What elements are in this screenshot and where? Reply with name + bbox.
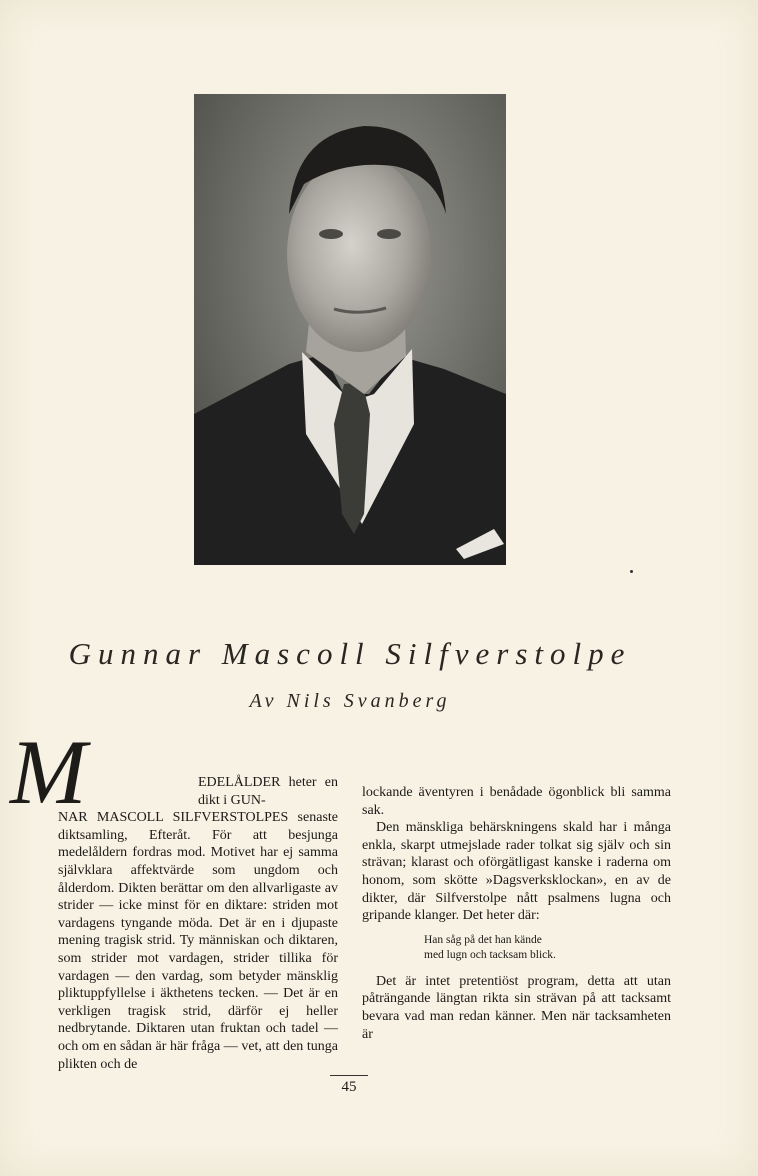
article-byline: Av Nils Svanberg bbox=[249, 690, 451, 712]
article-title: Gunnar Mascoll Silfverstolpe bbox=[68, 636, 632, 671]
portrait-image bbox=[194, 94, 506, 565]
paragraph-right-3: Det är intet pretentiöst program, detta att utan påträngande längtan rikta sin strävan på att tacksamt bevara vad man redan känner. Men när tacksamheten är bbox=[362, 973, 671, 1042]
column-right bbox=[362, 784, 671, 1043]
paragraph-left: NAR MASCOLL SILFVERSTOLPES senaste diktsamling, Efteråt. För att besjunga medelåldern fordras mod. Motivet har ej samma självklara affektvärde som ungdom och ålderdom. Dikten berättar om den allvarligaste av strider — icke minst för en diktare: striden mot vardagens tyngande möda. Det är en i djupaste mening tragisk strid. Ty människan och diktaren, som strider mot vardagen, strider tillika för vardagen — den vardag, som betyder mänsklig pliktuppfyllelse i äkthetens tecken. — Det är en verkligen tragisk strid, därför ej heller nedbrytande. Diktaren utan fruktan och tadel — och om en sådan är här fråga — vet, att den tunga plikten och de bbox=[58, 810, 338, 1072]
verse-line: med lugn och tacksam blick. bbox=[424, 948, 556, 961]
page-number-rule bbox=[330, 1075, 368, 1076]
column-left bbox=[58, 774, 338, 1073]
paragraph-right-1: lockande äventyren i benådade ögonblick bli samma sak. bbox=[362, 785, 671, 818]
verse-quote bbox=[362, 933, 671, 963]
verse-line: Han såg på det han kände bbox=[424, 933, 542, 946]
drop-cap: M bbox=[10, 721, 87, 823]
first-line: EDELÅLDER heter en dikt i GUN- bbox=[198, 775, 338, 808]
page-number: 45 bbox=[341, 1079, 357, 1095]
ink-speck bbox=[630, 570, 633, 573]
paragraph-right-2: Den mänskliga behärskningens skald har i många enkla, skarpt utmejslade rader tolkat sig själv och sin strävan; klarast och oförgätligast kanske i raderna om honom, som skötte »Dagsverksklockan», en av de dikter, där Silfverstolpe nått psalmens lugna och gripande klanger. Det heter där: bbox=[362, 820, 671, 924]
portrait-photo bbox=[194, 94, 506, 565]
